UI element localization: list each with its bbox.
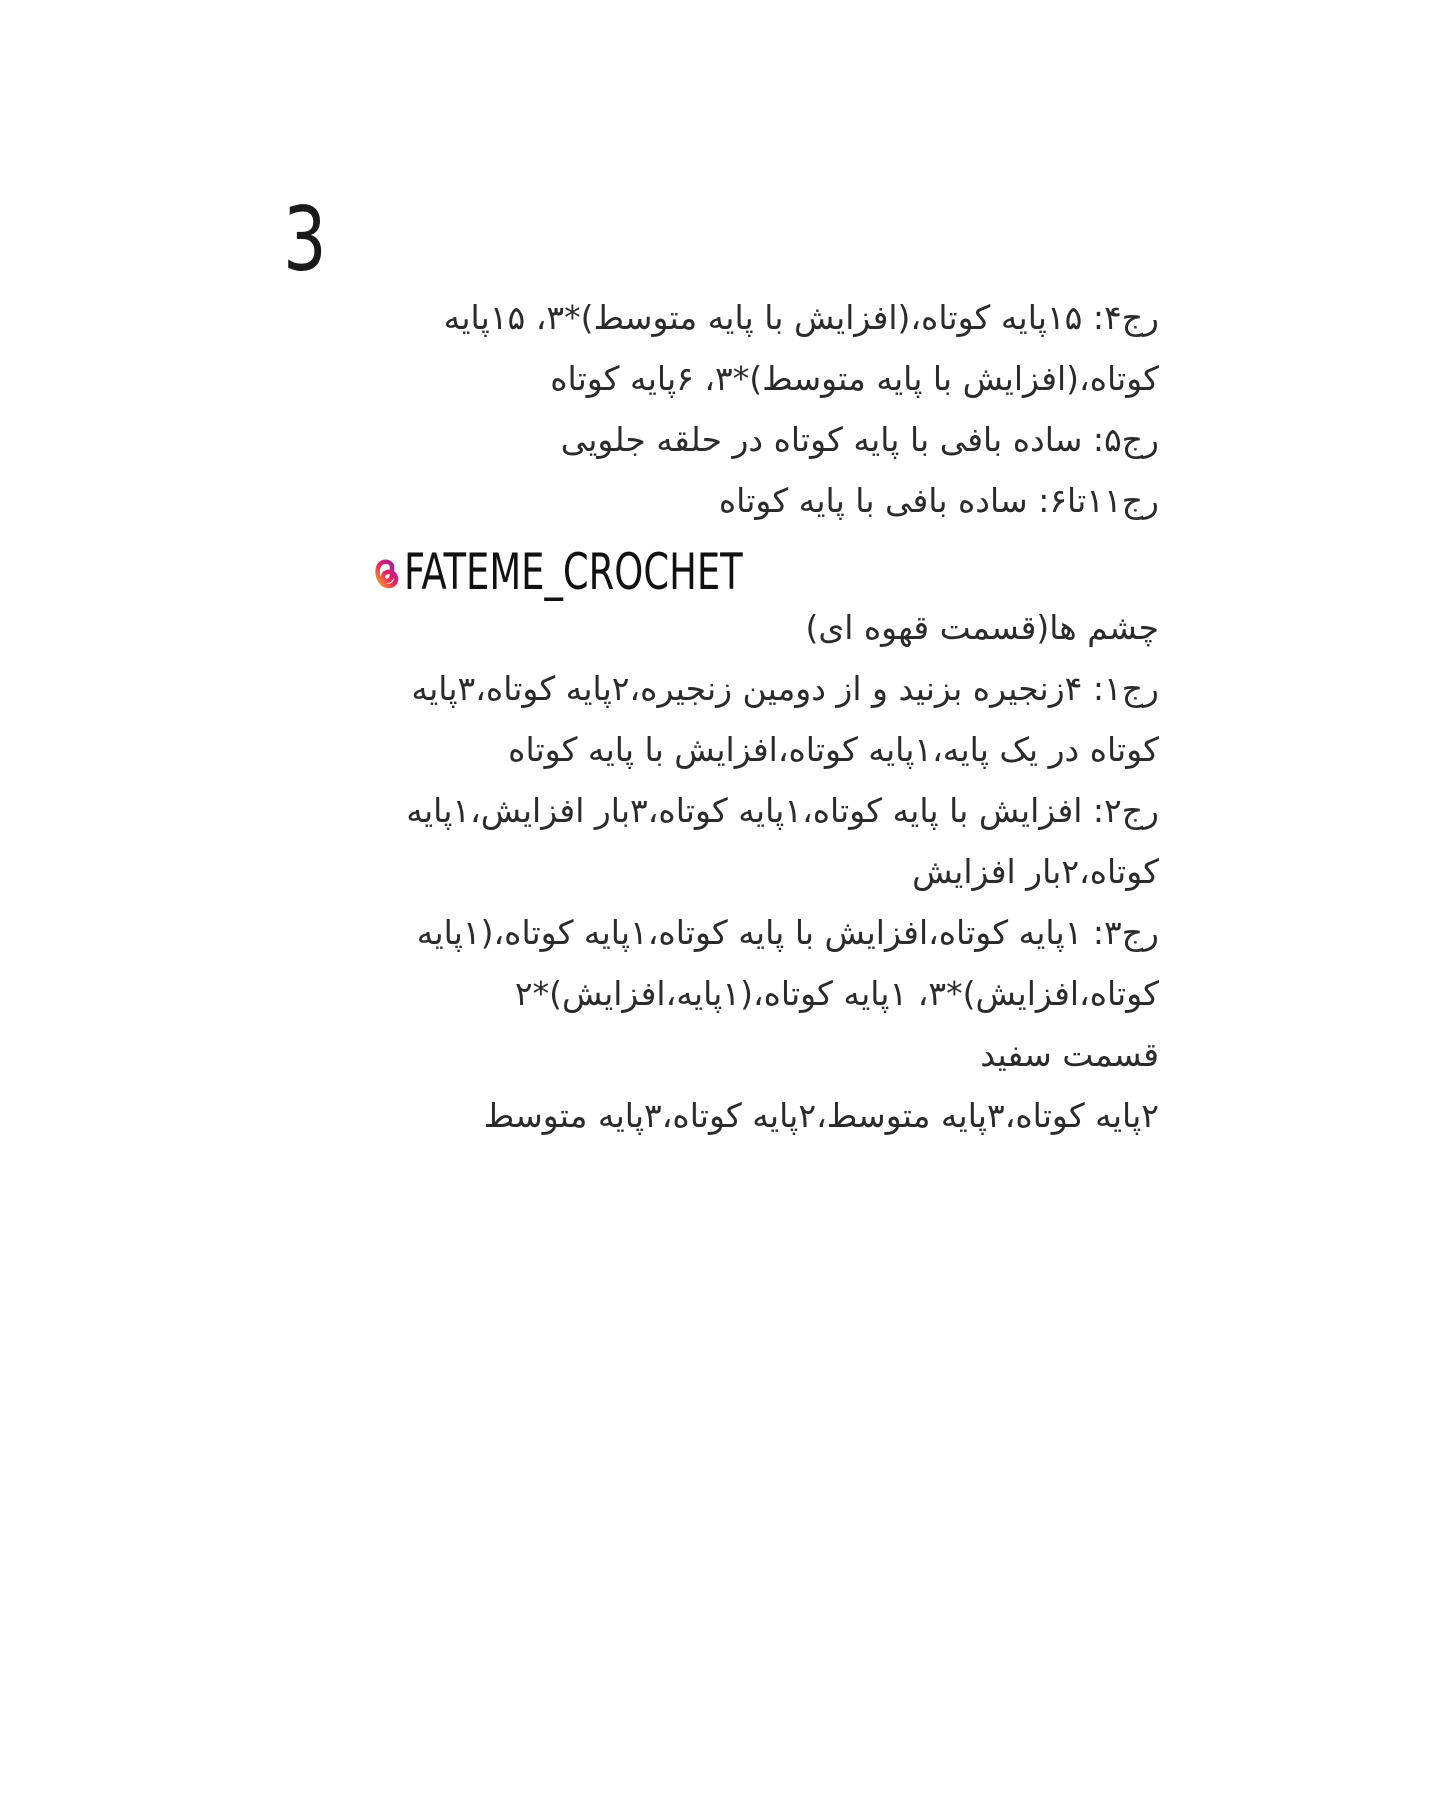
pattern-line: رج۴: ۱۵پایه کوتاه،(افزایش با پایه متوسط)*۳، ۱۵پایه: [443, 298, 1159, 337]
section-heading: چشم ها(قسمت قهوه ای): [805, 608, 1159, 647]
pattern-line: ۲پایه کوتاه،۳پایه متوسط،۲پایه کوتاه،۳پایه متوسط: [483, 1096, 1159, 1135]
pattern-line: رج۵: ساده بافی با پایه کوتاه در حلقه جلویی: [560, 420, 1159, 459]
pattern-line: رج۳: ۱پایه کوتاه،افزایش با پایه کوتاه،۱پایه کوتاه،(۱پایه: [416, 913, 1159, 952]
pattern-line: کوتاه،افزایش)*۳، ۱پایه کوتاه،(۱پایه،افزایش)*۲: [514, 974, 1159, 1013]
pattern-rows-bottom: [339, 597, 1159, 1146]
pattern-rows-top: [339, 287, 1159, 531]
pattern-line: کوتاه،(افزایش با پایه متوسط)*۳، ۶پایه کوتاه: [550, 359, 1159, 398]
pattern-line: کوتاه،۲بار افزایش: [912, 852, 1159, 891]
pattern-line: رج۱: ۴زنجیره بزنید و از دومین زنجیره،۲پایه کوتاه،۳پایه: [411, 669, 1159, 708]
pattern-line: کوتاه در یک پایه،۱پایه کوتاه،افزایش با پایه کوتاه: [508, 730, 1159, 769]
page-number: 3: [283, 188, 327, 291]
threads-icon: [370, 552, 402, 592]
watermark-handle: [370, 540, 817, 604]
section-heading: قسمت سفید: [980, 1035, 1159, 1074]
pattern-line: رج۲: افزایش با پایه کوتاه،۱پایه کوتاه،۳بار افزایش،۱پایه: [406, 791, 1159, 830]
instagram-handle: FATEME_CROCHET: [404, 543, 743, 601]
pattern-line: رج۱۱تا۶: ساده بافی با پایه کوتاه: [718, 481, 1159, 520]
